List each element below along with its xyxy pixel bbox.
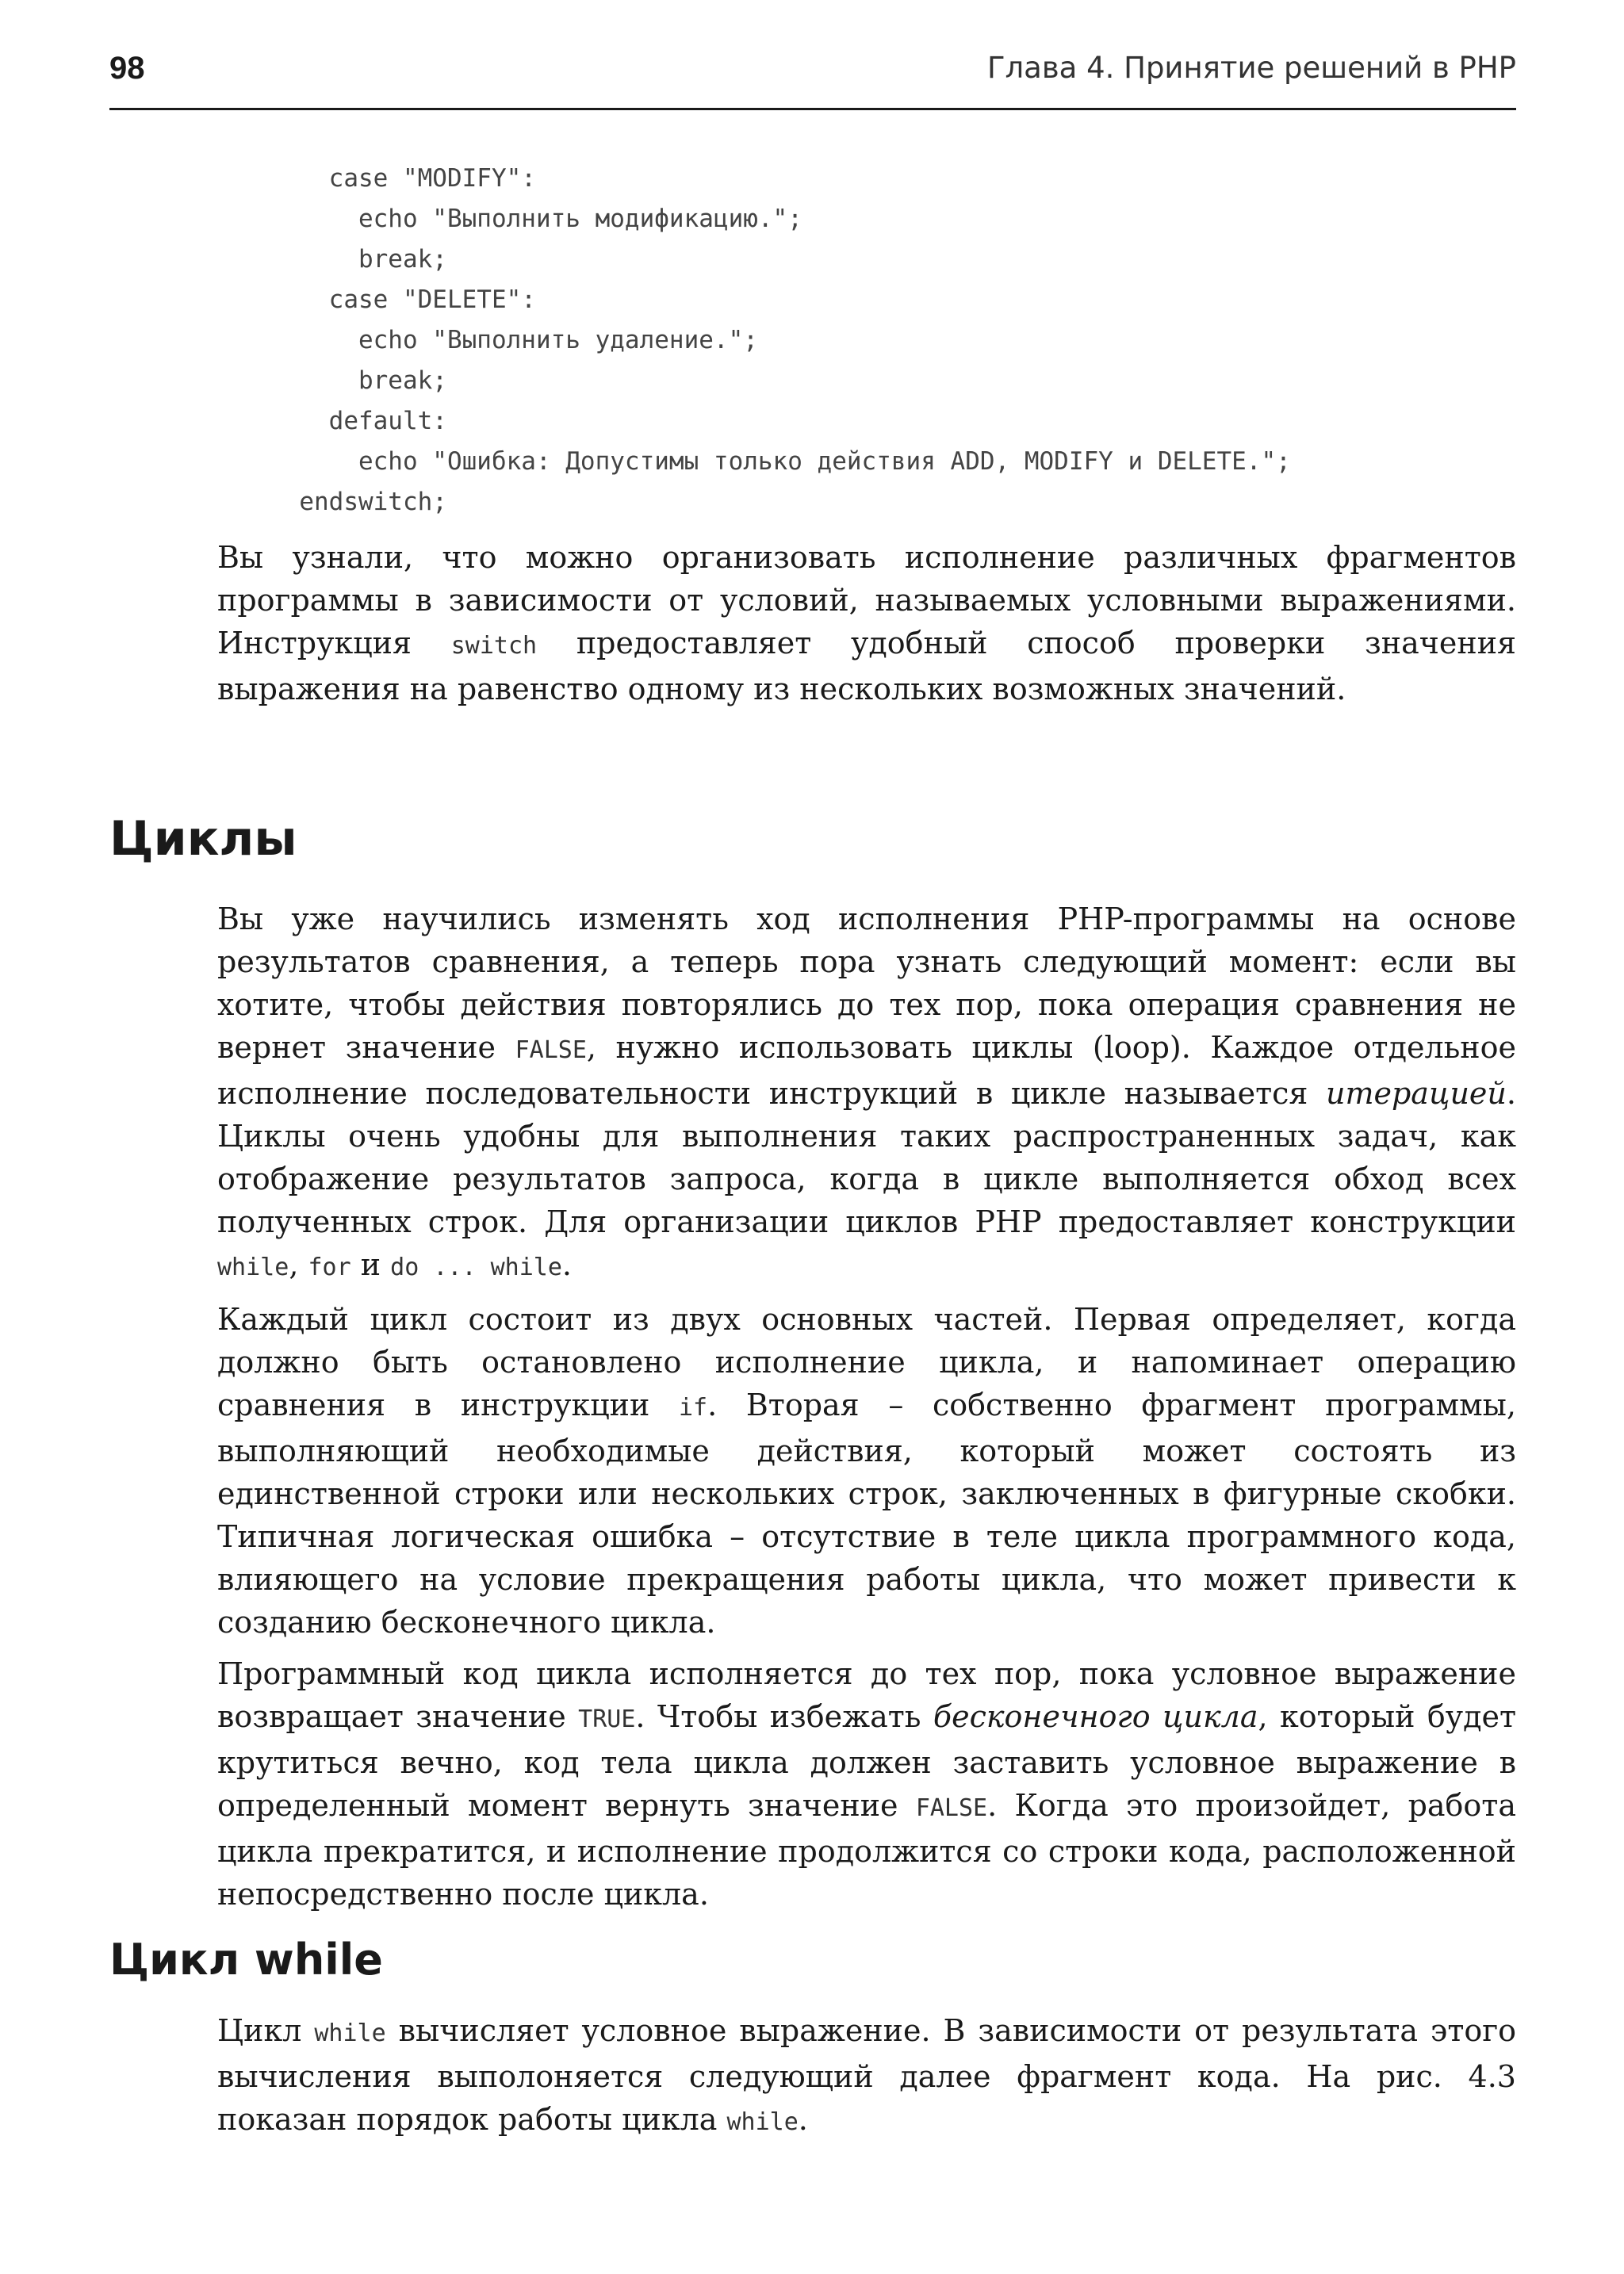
inline-code: switch	[450, 632, 538, 660]
section-while-body	[217, 2009, 1516, 2153]
text-run: Вы уже научились изменять ход исполнения PHP-программы на основе результатов сравнения, а теперь пора узнать следующий момент: если вы хотите, чтобы действия повторялись до тех пор, пока операция сравнения не вернет значение	[217, 902, 1516, 1065]
inline-code: do ... while	[390, 1254, 562, 1281]
inline-code: while	[726, 2108, 799, 2136]
page-header	[109, 46, 1516, 110]
text-run: , который будет крутиться вечно, код тела цикла должен заставить условное выражение в определенный момент вернуть значение	[217, 1699, 1517, 1823]
text-run: .	[798, 2102, 808, 2137]
code-line: case "DELETE":	[270, 285, 536, 314]
text-run: Каждый цикл состоит из двух основных частей. Первая определяет, когда должно быть остановлено исполнение цикла, и напоминает операцию сравнения в инструкции	[217, 1302, 1516, 1422]
paragraph	[217, 536, 1516, 710]
code-line: endswitch;	[270, 488, 447, 516]
text-run: . Чтобы избежать	[635, 1699, 933, 1734]
code-line: break;	[270, 366, 447, 395]
text-run: Цикл	[217, 2013, 315, 2048]
text-run: вычисляет условное выражение. В зависимости от результата этого вычисления выполоняется следующий далее фрагмент кода. На рис. 4.3 показан порядок работы цикла	[217, 2013, 1517, 2137]
code-listing	[270, 159, 1507, 523]
text-run: .	[561, 1247, 573, 1282]
section-heading-loops: Циклы	[109, 811, 297, 867]
text-run: . Вторая – собственно фрагмент программы, выполняющий необходимые действия, который может состоять из единственной строки или нескольких строк, заключенных в фигурные скобки. Типичная логическая ошибка – отсутствие в теле цикла программного кода, влияющего на условие прекращения работы цикла, что может привести к созданию бесконечного цикла.	[217, 1388, 1516, 1640]
paragraph	[217, 1652, 1516, 1916]
text-run: Вы узнали, что можно организовать исполнение различных фрагментов программы в зависимости от условий, называемых условными выражениями. Инструкция	[217, 540, 1516, 660]
code-line: echo "Ошибка: Допустимы только действия ADD, MODIFY и DELETE.";	[270, 447, 1291, 476]
inline-code: for	[308, 1254, 351, 1281]
paragraph	[217, 2009, 1516, 2144]
code-line: echo "Выполнить удаление.";	[270, 326, 758, 354]
inline-code: if	[679, 1394, 708, 1422]
section-heading-while-loop: Цикл while	[109, 1935, 383, 1985]
text-run: ,	[289, 1247, 308, 1282]
inline-code: while	[314, 2019, 386, 2047]
paragraph	[217, 1298, 1516, 1644]
code-line: break;	[270, 245, 447, 274]
code-line: echo "Выполнить модификацию.";	[270, 205, 802, 233]
text-run: . Циклы очень удобны для выполнения таких распространенных задач, как отображение результатов запроса, когда в цикле выполняется обход всех полученных строк. Для организации циклов PHP предоставляет конструкции	[217, 1076, 1516, 1239]
section-loops-body	[217, 898, 1516, 1924]
code-line: default:	[270, 407, 447, 435]
inline-code: FALSE	[515, 1036, 587, 1064]
text-run: Программный код цикла исполняется до тех пор, пока условное выражение возвращает значение	[217, 1656, 1516, 1734]
paragraph	[217, 898, 1516, 1289]
text-run: . Когда это произойдет, работа цикла прекратится, и исполнение продолжится со строки кода, расположенной непосредственно после цикла.	[217, 1788, 1516, 1912]
inline-code: TRUE	[578, 1706, 636, 1733]
inline-code: FALSE	[915, 1794, 988, 1822]
emphasis: итерацией	[1325, 1076, 1507, 1111]
emphasis: бесконечного цикла	[933, 1699, 1258, 1734]
running-title: Глава 4. Принятие решений в PHP	[986, 51, 1516, 85]
text-run: и	[350, 1247, 391, 1282]
inline-code: while	[217, 1254, 289, 1281]
text-run: предоставляет удобный способ проверки значения выражения на равенство одному из нескольких возможных значений.	[217, 626, 1517, 706]
page-number: 98	[109, 51, 145, 86]
intro-paragraph	[217, 536, 1516, 719]
code-line: case "MODIFY":	[270, 164, 536, 193]
text-run: , нужно использовать циклы (loop). Каждое отдельное исполнение последовательности инструкций в цикле называется	[217, 1030, 1516, 1111]
